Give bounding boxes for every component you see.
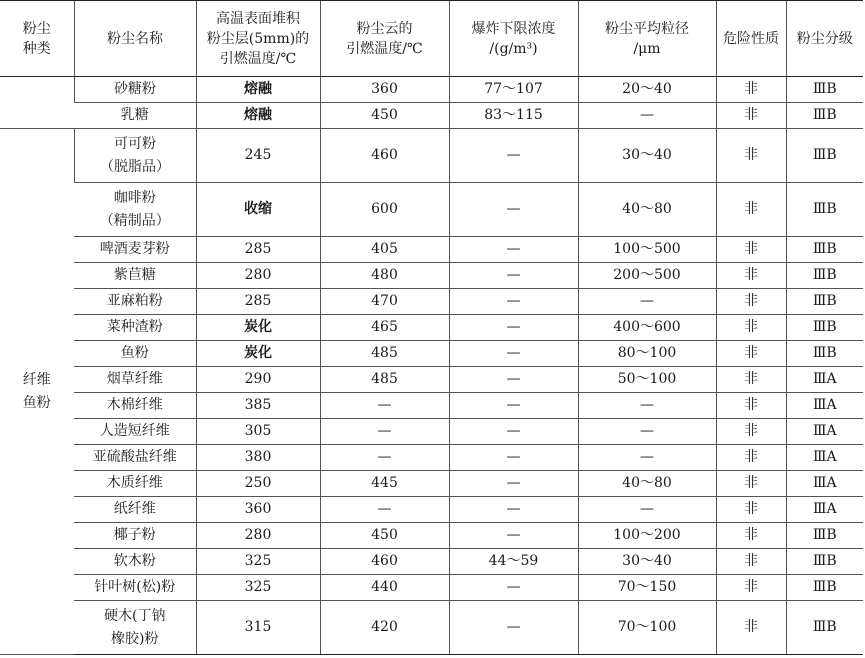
particle-size-cell: 200～500: [578, 263, 716, 289]
grade-cell: ⅢB: [786, 575, 863, 601]
table-row: [0, 183, 863, 237]
header-row: [0, 1, 863, 77]
particle-size-cell: —: [578, 419, 716, 445]
particle-size-cell: 70～150: [578, 575, 716, 601]
particle-size-cell: —: [578, 497, 716, 523]
cloud-ignition-cell: —: [320, 419, 449, 445]
lower-limit-cell: 83～115: [449, 103, 578, 129]
dust-name-cell: 亚硫酸盐纤维: [74, 445, 196, 471]
cloud-ignition-cell: 600: [320, 183, 449, 237]
cloud-ignition-cell: —: [320, 393, 449, 419]
table-row: [0, 497, 863, 523]
lower-limit-cell: 77～107: [449, 77, 578, 103]
cloud-ignition-cell: 360: [320, 77, 449, 103]
grade-cell: ⅢB: [786, 341, 863, 367]
hazard-cell: 非: [716, 237, 786, 263]
header-layer-ignition: 高温表面堆积 粉尘层(5mm)的 引燃温度/℃: [196, 1, 320, 77]
cloud-ignition-cell: 405: [320, 237, 449, 263]
dust-name-cell: 软木粉: [74, 549, 196, 575]
cloud-ignition-cell: 470: [320, 289, 449, 315]
hazard-cell: 非: [716, 575, 786, 601]
particle-size-cell: 40～80: [578, 183, 716, 237]
lower-limit-cell: —: [449, 263, 578, 289]
table-row: [0, 601, 863, 655]
cloud-ignition-cell: 480: [320, 263, 449, 289]
table-row: [0, 523, 863, 549]
dust-name-cell: 啤酒麦芽粉: [74, 237, 196, 263]
lower-limit-cell: —: [449, 289, 578, 315]
table-row: [0, 103, 863, 129]
layer-ignition-cell: 325: [196, 575, 320, 601]
table-row: [0, 445, 863, 471]
lower-limit-cell: —: [449, 419, 578, 445]
particle-size-cell: 30～40: [578, 549, 716, 575]
particle-size-cell: 20～40: [578, 77, 716, 103]
layer-ignition-cell: 250: [196, 471, 320, 497]
header-name: 粉尘名称: [74, 1, 196, 77]
layer-ignition-cell: 290: [196, 367, 320, 393]
lower-limit-cell: —: [449, 445, 578, 471]
cloud-ignition-cell: 450: [320, 103, 449, 129]
header-particle-size: 粉尘平均粒径 /μm: [578, 1, 716, 77]
lower-limit-cell: —: [449, 315, 578, 341]
table-row: [0, 237, 863, 263]
layer-ignition-cell: 熔融: [196, 77, 320, 103]
table-row: [0, 471, 863, 497]
hazard-cell: 非: [716, 367, 786, 393]
header-grade: 粉尘分级: [786, 1, 863, 77]
cloud-ignition-cell: 460: [320, 549, 449, 575]
particle-size-cell: 100～200: [578, 523, 716, 549]
table-row: [0, 263, 863, 289]
layer-ignition-cell: 245: [196, 129, 320, 183]
particle-size-cell: 80～100: [578, 341, 716, 367]
hazard-cell: 非: [716, 393, 786, 419]
layer-ignition-cell: 炭化: [196, 341, 320, 367]
table-row: [0, 549, 863, 575]
cloud-ignition-cell: 445: [320, 471, 449, 497]
header-category: 粉尘 种类: [0, 1, 74, 77]
layer-ignition-cell: 285: [196, 289, 320, 315]
cloud-ignition-cell: 485: [320, 367, 449, 393]
particle-size-cell: 50～100: [578, 367, 716, 393]
table-body: [0, 77, 863, 655]
dust-name-cell: 烟草纤维: [74, 367, 196, 393]
hazard-cell: 非: [716, 183, 786, 237]
dust-name-cell: 乳糖: [74, 103, 196, 129]
dust-name-cell: 纸纤维: [74, 497, 196, 523]
table-row: [0, 289, 863, 315]
grade-cell: ⅢA: [786, 393, 863, 419]
hazard-cell: 非: [716, 497, 786, 523]
grade-cell: ⅢA: [786, 367, 863, 393]
dust-name-cell: 椰子粉: [74, 523, 196, 549]
header-lower-limit: 爆炸下限浓度 /(g/m³): [449, 1, 578, 77]
layer-ignition-cell: 305: [196, 419, 320, 445]
grade-cell: ⅢB: [786, 601, 863, 655]
layer-ignition-cell: 315: [196, 601, 320, 655]
grade-cell: ⅢA: [786, 445, 863, 471]
cloud-ignition-cell: 465: [320, 315, 449, 341]
grade-cell: ⅢB: [786, 129, 863, 183]
header-hazard: 危险性质: [716, 1, 786, 77]
dust-category-cell: [0, 77, 74, 129]
table-row: [0, 315, 863, 341]
lower-limit-cell: —: [449, 237, 578, 263]
hazard-cell: 非: [716, 263, 786, 289]
cloud-ignition-cell: 440: [320, 575, 449, 601]
particle-size-cell: 70～100: [578, 601, 716, 655]
grade-cell: ⅢA: [786, 497, 863, 523]
dust-name-cell: 鱼粉: [74, 341, 196, 367]
layer-ignition-cell: 炭化: [196, 315, 320, 341]
layer-ignition-cell: 385: [196, 393, 320, 419]
header-cloud-ignition: 粉尘云的 引燃温度/℃: [320, 1, 449, 77]
cloud-ignition-cell: 485: [320, 341, 449, 367]
layer-ignition-cell: 380: [196, 445, 320, 471]
hazard-cell: 非: [716, 445, 786, 471]
dust-name-cell: 针叶树(松)粉: [74, 575, 196, 601]
layer-ignition-cell: 360: [196, 497, 320, 523]
lower-limit-cell: —: [449, 575, 578, 601]
dust-name-cell: 紫苣糖: [74, 263, 196, 289]
particle-size-cell: —: [578, 393, 716, 419]
lower-limit-cell: —: [449, 183, 578, 237]
dust-name-cell: 砂糖粉: [74, 77, 196, 103]
lower-limit-cell: —: [449, 341, 578, 367]
dust-name-cell: 木棉纤维: [74, 393, 196, 419]
particle-size-cell: —: [578, 445, 716, 471]
grade-cell: ⅢB: [786, 237, 863, 263]
dust-name-cell: 硬木(丁钠 橡胶)粉: [74, 601, 196, 655]
table-row: [0, 575, 863, 601]
lower-limit-cell: —: [449, 497, 578, 523]
layer-ignition-cell: 280: [196, 523, 320, 549]
lower-limit-cell: —: [449, 393, 578, 419]
hazard-cell: 非: [716, 471, 786, 497]
grade-cell: ⅢB: [786, 549, 863, 575]
particle-size-cell: 40～80: [578, 471, 716, 497]
lower-limit-cell: —: [449, 523, 578, 549]
cloud-ignition-cell: —: [320, 497, 449, 523]
dust-name-cell: 人造短纤维: [74, 419, 196, 445]
grade-cell: ⅢB: [786, 103, 863, 129]
particle-size-cell: —: [578, 289, 716, 315]
grade-cell: ⅢB: [786, 183, 863, 237]
hazard-cell: 非: [716, 549, 786, 575]
layer-ignition-cell: 280: [196, 263, 320, 289]
hazard-cell: 非: [716, 341, 786, 367]
hazard-cell: 非: [716, 289, 786, 315]
particle-size-cell: 30～40: [578, 129, 716, 183]
layer-ignition-cell: 285: [196, 237, 320, 263]
layer-ignition-cell: 收缩: [196, 183, 320, 237]
hazard-cell: 非: [716, 523, 786, 549]
lower-limit-cell: —: [449, 367, 578, 393]
grade-cell: ⅢA: [786, 471, 863, 497]
lower-limit-cell: 44～59: [449, 549, 578, 575]
grade-cell: ⅢB: [786, 289, 863, 315]
particle-size-cell: —: [578, 103, 716, 129]
table-row: [0, 129, 863, 183]
grade-cell: ⅢB: [786, 77, 863, 103]
cloud-ignition-cell: 450: [320, 523, 449, 549]
dust-category-cell: 纤维 鱼粉: [0, 129, 74, 655]
particle-size-cell: 400～600: [578, 315, 716, 341]
dust-name-cell: 亚麻粕粉: [74, 289, 196, 315]
layer-ignition-cell: 熔融: [196, 103, 320, 129]
layer-ignition-cell: 325: [196, 549, 320, 575]
dust-name-cell: 木质纤维: [74, 471, 196, 497]
grade-cell: ⅢB: [786, 523, 863, 549]
table-row: [0, 419, 863, 445]
lower-limit-cell: —: [449, 129, 578, 183]
dust-name-cell: 咖啡粉 （精制品）: [74, 183, 196, 237]
hazard-cell: 非: [716, 129, 786, 183]
grade-cell: ⅢB: [786, 315, 863, 341]
table-row: [0, 341, 863, 367]
table-row: [0, 77, 863, 103]
hazard-cell: 非: [716, 103, 786, 129]
hazard-cell: 非: [716, 77, 786, 103]
dust-name-cell: 菜种渣粉: [74, 315, 196, 341]
hazard-cell: 非: [716, 601, 786, 655]
grade-cell: ⅢB: [786, 263, 863, 289]
lower-limit-cell: —: [449, 601, 578, 655]
table-row: [0, 367, 863, 393]
grade-cell: ⅢA: [786, 419, 863, 445]
cloud-ignition-cell: —: [320, 445, 449, 471]
particle-size-cell: 100～500: [578, 237, 716, 263]
lower-limit-cell: —: [449, 471, 578, 497]
hazard-cell: 非: [716, 419, 786, 445]
cloud-ignition-cell: 460: [320, 129, 449, 183]
dust-name-cell: 可可粉 （脱脂品）: [74, 129, 196, 183]
cloud-ignition-cell: 420: [320, 601, 449, 655]
table-row: [0, 393, 863, 419]
hazard-cell: 非: [716, 315, 786, 341]
